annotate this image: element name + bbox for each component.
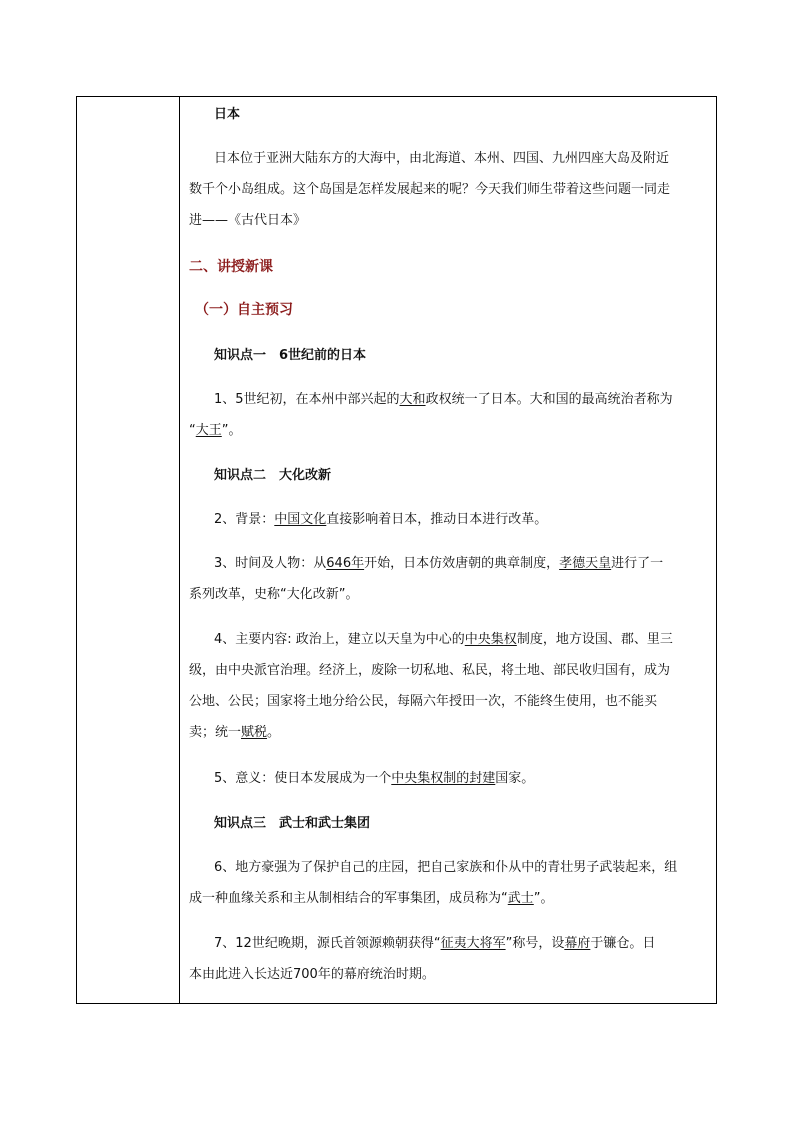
item-5-line-1: 5、意义：使日本发展成为一个中央集权制的封建国家。 <box>214 771 535 786</box>
item-4-line-2: 级，由中央派官治理。经济上，废除一切私地、私民，将土地、部民收归国有，成为 <box>189 663 671 678</box>
lesson-table <box>76 96 717 1004</box>
answer-shogun: 征夷大将军 <box>440 936 506 951</box>
item-6-line-2: 成一种血缘关系和主从制相结合的军事集团，成员称为“武士”。 <box>189 891 554 906</box>
subsection-title-self-study: （一）自主预习 <box>195 302 293 318</box>
answer-emperor-kotoku: 孝德天皇 <box>559 556 612 571</box>
intro-paragraph-line-3: 进——《古代日本》 <box>189 213 307 228</box>
knowledge-point-3-title: 知识点三 武士和武士集团 <box>214 816 371 831</box>
answer-centralization: 中央集权 <box>464 632 517 647</box>
intro-paragraph-line-2: 数千个小岛组成。这个岛国是怎样发展起来的呢？今天我们师生带着这些问题一同走 <box>189 182 671 197</box>
section-title-new-lesson: 二、讲授新课 <box>189 259 273 275</box>
item-2-line-1: 2、背景：中国文化直接影响着日本，推动日本进行改革。 <box>214 512 548 527</box>
answer-samurai: 武士 <box>507 891 534 906</box>
knowledge-point-1-title: 知识点一 6世纪前的日本 <box>214 348 367 363</box>
answer-centralized-feudal: 中央集权制的封建 <box>391 771 496 786</box>
answer-shogunate: 幕府 <box>564 936 591 951</box>
item-7-line-1: 7、12世纪晚期，源氏首领源赖朝获得“征夷大将军”称号，设幕府于镰仓。日 <box>214 936 656 951</box>
answer-great-king: 大王 <box>195 423 222 438</box>
item-1-line-1: 1、5世纪初，在本州中部兴起的大和政权统一了日本。大和国的最高统治者称为 <box>214 392 673 407</box>
column-divider <box>179 97 180 1003</box>
knowledge-point-2-title: 知识点二 大化改新 <box>214 468 332 483</box>
answer-646: 646年 <box>326 556 365 571</box>
answer-taxes: 赋税 <box>241 725 268 740</box>
item-4-line-1: 4、主要内容: 政治上，建立以天皇为中心的中央集权制度，地方设国、郡、里三 <box>214 632 673 647</box>
item-4-line-4: 卖；统一赋税。 <box>189 725 281 740</box>
item-3-line-1: 3、时间及人物：从646年开始，日本仿效唐朝的典章制度，孝德天皇进行了一 <box>214 556 664 571</box>
intro-paragraph-line-1: 日本位于亚洲大陆东方的大海中，由北海道、本州、四国、九州四座大岛及附近 <box>214 151 670 166</box>
item-6-line-1: 6、地方豪强为了保护自己的庄园，把自己家族和仆从中的青壮男子武装起来，组 <box>214 860 678 875</box>
answer-chinese-culture: 中国文化 <box>274 512 327 527</box>
item-1-line-2: “大王”。 <box>189 423 242 438</box>
item-7-line-2: 本由此进入长达近700年的幕府统治时期。 <box>189 967 435 982</box>
item-4-line-3: 公地、公民；国家将土地分给公民，每隔六年授田一次，不能终生使用，也不能买 <box>189 694 658 709</box>
intro-heading: 日本 <box>214 107 241 122</box>
item-3-line-2: 系列改革，史称“大化改新”。 <box>189 587 359 602</box>
answer-yamato: 大和 <box>399 392 426 407</box>
